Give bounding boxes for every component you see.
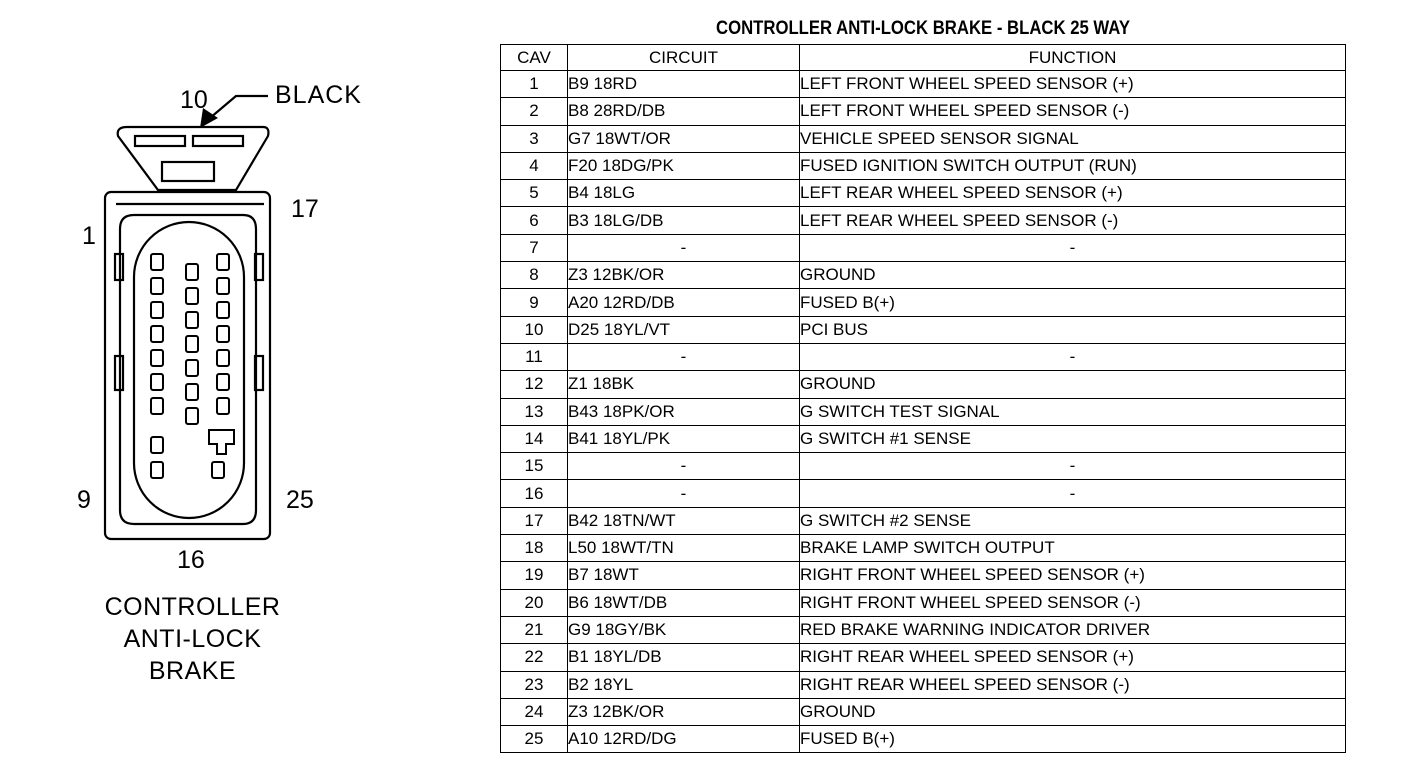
table-row <box>501 316 1346 343</box>
cell-circuit: B1 18YL/DB <box>568 644 800 671</box>
connector-diagram <box>0 0 480 776</box>
table-row <box>501 343 1346 370</box>
cavity-pin <box>151 350 163 366</box>
table-row <box>501 152 1346 179</box>
cavity-pin <box>186 312 198 328</box>
cell-circuit: L50 18WT/TN <box>568 535 800 562</box>
cell-function: RED BRAKE WARNING INDICATOR DRIVER <box>800 616 1346 643</box>
header-circuit: CIRCUIT <box>568 45 800 71</box>
cell-cav: 14 <box>501 425 568 452</box>
callout-leader-line <box>210 96 268 118</box>
cavity-pin <box>151 302 163 318</box>
cell-function: RIGHT FRONT WHEEL SPEED SENSOR (-) <box>800 589 1346 616</box>
table-row <box>501 125 1346 152</box>
cell-cav: 16 <box>501 480 568 507</box>
pinout-table <box>500 44 1346 753</box>
cavity-pin <box>212 462 224 478</box>
cell-cav: 3 <box>501 125 568 152</box>
cell-circuit: B41 18YL/PK <box>568 425 800 452</box>
table-row <box>501 535 1346 562</box>
cell-function: GROUND <box>800 371 1346 398</box>
cell-cav: 25 <box>501 726 568 753</box>
pin-label-top-left: 1 <box>82 222 96 250</box>
header-cav: CAV <box>501 45 568 71</box>
cell-function: RIGHT REAR WHEEL SPEED SENSOR (-) <box>800 671 1346 698</box>
cell-cav: 2 <box>501 98 568 125</box>
latch-window <box>162 162 214 181</box>
cell-circuit: B6 18WT/DB <box>568 589 800 616</box>
table-row <box>501 616 1346 643</box>
cell-function: GROUND <box>800 698 1346 725</box>
cell-circuit: B43 18PK/OR <box>568 398 800 425</box>
cavity-pin <box>151 398 163 414</box>
table-row <box>501 425 1346 452</box>
cell-circuit: G7 18WT/OR <box>568 125 800 152</box>
cavity-pin <box>186 336 198 352</box>
cell-function: FUSED B(+) <box>800 289 1346 316</box>
table-row <box>501 671 1346 698</box>
cavity-pin <box>151 462 163 478</box>
table-row <box>501 371 1346 398</box>
cell-cav: 5 <box>501 180 568 207</box>
cavity-pin <box>217 302 229 318</box>
cell-function: FUSED B(+) <box>800 726 1346 753</box>
cell-cav: 19 <box>501 562 568 589</box>
housing-inner-frame <box>120 215 256 524</box>
cavity-pin <box>186 408 198 424</box>
table-row <box>501 726 1346 753</box>
cell-circuit: B42 18TN/WT <box>568 507 800 534</box>
cavity-pin <box>186 264 198 280</box>
table-header-row <box>501 45 1346 71</box>
cell-circuit: F20 18DG/PK <box>568 152 800 179</box>
cell-function: VEHICLE SPEED SENSOR SIGNAL <box>800 125 1346 152</box>
caption-line: BRAKE <box>148 657 237 685</box>
latch-slot-left <box>135 136 185 146</box>
latch-slot-right <box>193 136 243 146</box>
table-row <box>501 180 1346 207</box>
cell-function: PCI BUS <box>800 316 1346 343</box>
cell-function: LEFT REAR WHEEL SPEED SENSOR (+) <box>800 180 1346 207</box>
cell-cav: 13 <box>501 398 568 425</box>
cell-cav: 20 <box>501 589 568 616</box>
cavity-pin <box>151 254 163 270</box>
cell-circuit: Z3 12BK/OR <box>568 262 800 289</box>
cell-circuit: B2 18YL <box>568 671 800 698</box>
caption-line: ANTI-LOCK <box>123 625 262 653</box>
table-row <box>501 98 1346 125</box>
cell-cav: 11 <box>501 343 568 370</box>
cavity-pin <box>217 398 229 414</box>
table-row <box>501 507 1346 534</box>
cell-cav: 21 <box>501 616 568 643</box>
cell-circuit: Z3 12BK/OR <box>568 698 800 725</box>
wire-color-callout: BLACK <box>275 81 362 109</box>
cell-cav: 17 <box>501 507 568 534</box>
cell-function: RIGHT FRONT WHEEL SPEED SENSOR (+) <box>800 562 1346 589</box>
table-row <box>501 398 1346 425</box>
cell-function: G SWITCH #1 SENSE <box>800 425 1346 452</box>
table-row <box>501 453 1346 480</box>
cavity-pin <box>217 374 229 390</box>
cell-circuit: B8 28RD/DB <box>568 98 800 125</box>
cell-function: - <box>800 453 1346 480</box>
header-function: FUNCTION <box>800 45 1346 71</box>
pin-label-bottom-right: 25 <box>286 486 314 514</box>
cell-function: G SWITCH #2 SENSE <box>800 507 1346 534</box>
cell-function: G SWITCH TEST SIGNAL <box>800 398 1346 425</box>
cell-function: - <box>800 480 1346 507</box>
cavity-pin <box>186 288 198 304</box>
cell-function: BRAKE LAMP SWITCH OUTPUT <box>800 535 1346 562</box>
cell-cav: 24 <box>501 698 568 725</box>
table-row <box>501 589 1346 616</box>
table-row <box>501 480 1346 507</box>
table-row <box>501 644 1346 671</box>
pin-label-bottom: 16 <box>177 546 205 574</box>
cell-function: LEFT REAR WHEEL SPEED SENSOR (-) <box>800 207 1346 234</box>
cell-circuit: - <box>568 343 800 370</box>
cavity-pin <box>151 278 163 294</box>
cell-function: LEFT FRONT WHEEL SPEED SENSOR (+) <box>800 71 1346 98</box>
cell-function: LEFT FRONT WHEEL SPEED SENSOR (-) <box>800 98 1346 125</box>
cavity-pin <box>217 350 229 366</box>
cell-cav: 12 <box>501 371 568 398</box>
table-row <box>501 698 1346 725</box>
cell-circuit: - <box>568 453 800 480</box>
cavity-pin <box>217 254 229 270</box>
cell-cav: 10 <box>501 316 568 343</box>
cell-function: GROUND <box>800 262 1346 289</box>
pin-label-bottom-left: 9 <box>77 486 91 514</box>
cell-cav: 8 <box>501 262 568 289</box>
cell-cav: 7 <box>501 234 568 261</box>
cell-circuit: B3 18LG/DB <box>568 207 800 234</box>
cavity-pin <box>186 360 198 376</box>
cavity-pin <box>151 326 163 342</box>
cell-circuit: - <box>568 234 800 261</box>
cell-circuit: B9 18RD <box>568 71 800 98</box>
table-row <box>501 562 1346 589</box>
cavity-pin <box>186 384 198 400</box>
cell-cav: 1 <box>501 71 568 98</box>
cell-cav: 15 <box>501 453 568 480</box>
pinout-table-body <box>501 71 1346 753</box>
cell-circuit: - <box>568 480 800 507</box>
caption-line: CONTROLLER <box>104 593 281 621</box>
cell-cav: 4 <box>501 152 568 179</box>
cell-cav: 18 <box>501 535 568 562</box>
cavity-pin <box>217 278 229 294</box>
table-row <box>501 207 1346 234</box>
table-row <box>501 234 1346 261</box>
pin-label-top-right: 17 <box>291 195 319 223</box>
cell-cav: 6 <box>501 207 568 234</box>
cavity-pin <box>217 326 229 342</box>
cell-circuit: B4 18LG <box>568 180 800 207</box>
table-row <box>501 289 1346 316</box>
cell-function: - <box>800 234 1346 261</box>
cell-function: - <box>800 343 1346 370</box>
cell-circuit: B7 18WT <box>568 562 800 589</box>
cell-circuit: Z1 18BK <box>568 371 800 398</box>
cavity-pin <box>151 437 163 453</box>
table-row <box>501 262 1346 289</box>
pin-label-top: 10 <box>180 86 208 114</box>
cell-function: RIGHT REAR WHEEL SPEED SENSOR (+) <box>800 644 1346 671</box>
cavity-pin <box>151 374 163 390</box>
cell-circuit: A10 12RD/DG <box>568 726 800 753</box>
cell-circuit: G9 18GY/BK <box>568 616 800 643</box>
cavity-pins <box>151 254 234 478</box>
table-row <box>501 71 1346 98</box>
cell-circuit: A20 12RD/DB <box>568 289 800 316</box>
cell-cav: 23 <box>501 671 568 698</box>
table-title: CONTROLLER ANTI-LOCK BRAKE - BLACK 25 WAY <box>716 18 1130 39</box>
connector-housing <box>105 192 270 539</box>
cell-circuit: D25 18YL/VT <box>568 316 800 343</box>
cell-cav: 9 <box>501 289 568 316</box>
cell-function: FUSED IGNITION SWITCH OUTPUT (RUN) <box>800 152 1346 179</box>
cavity-pin-keyed <box>209 430 234 454</box>
cell-cav: 22 <box>501 644 568 671</box>
